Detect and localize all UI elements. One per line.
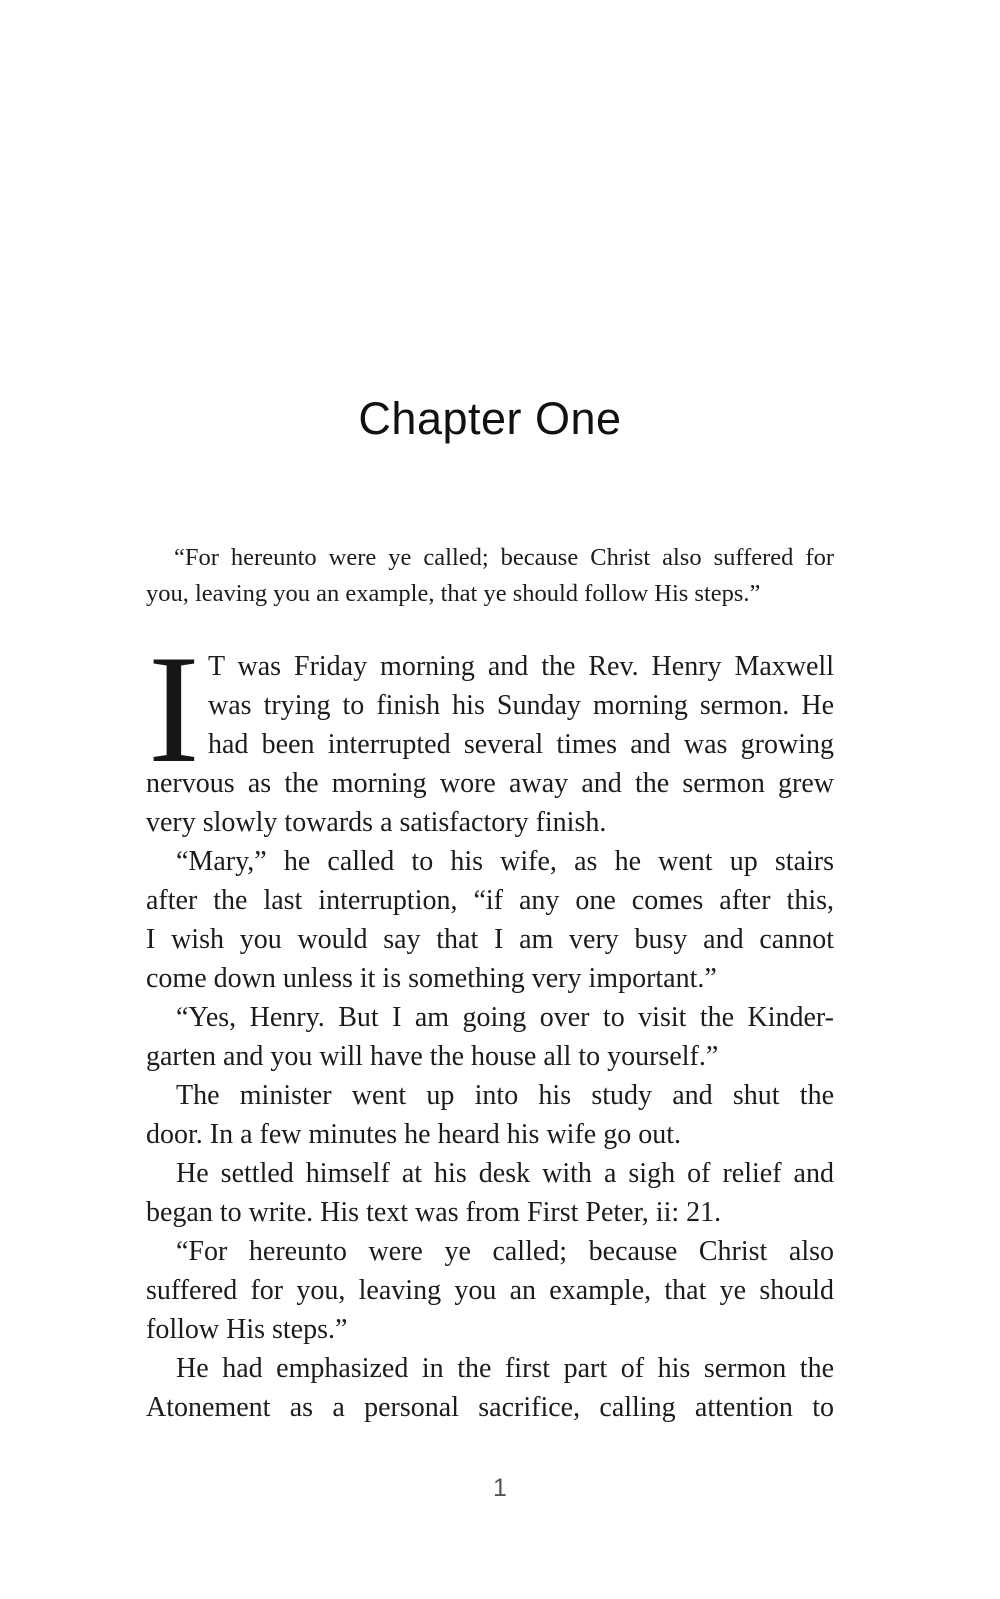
text-line: was trying to finish his Sunday morning sermon. He bbox=[208, 690, 834, 721]
text-line: come down unless it is something very important.” bbox=[146, 963, 717, 994]
paragraph bbox=[146, 998, 834, 1076]
text-line: door. In a few minutes he heard his wife go out. bbox=[146, 1119, 681, 1150]
text-line: He had emphasized in the first part of his sermon the bbox=[176, 1353, 834, 1384]
text-line: Atonement as a personal sacrifice, calling attention to bbox=[146, 1392, 834, 1423]
text-line: “Mary,” he called to his wife, as he went up stairs bbox=[176, 846, 834, 877]
paragraph bbox=[146, 1232, 834, 1349]
text-line: nervous as the morning wore away and the sermon grew bbox=[146, 768, 834, 799]
paragraph bbox=[146, 623, 834, 842]
paragraph bbox=[146, 842, 834, 998]
paragraph bbox=[146, 1349, 834, 1427]
text-line: I wish you would say that I am very busy and cannot bbox=[146, 924, 834, 955]
text-column bbox=[146, 0, 834, 1599]
chapter-title: Chapter One bbox=[358, 393, 622, 444]
paragraph bbox=[146, 1154, 834, 1232]
page-number: 1 bbox=[493, 1474, 507, 1502]
text-line: T was Friday morning and the Rev. Henry Maxwell bbox=[208, 651, 834, 682]
text-line: suffered for you, leaving you an example, that ye should bbox=[146, 1275, 834, 1306]
text-line: began to write. His text was from First Peter, ii: 21. bbox=[146, 1197, 722, 1228]
drop-cap: I bbox=[148, 623, 200, 795]
text-line: The minister went up into his study and shut the bbox=[176, 1080, 834, 1111]
text-line: “For hereunto were ye called; because Christ also bbox=[176, 1236, 834, 1267]
epigraph bbox=[146, 540, 834, 612]
paragraph bbox=[146, 1076, 834, 1154]
text-line: garten and you will have the house all to yourself.” bbox=[146, 1041, 719, 1072]
epigraph-line: you, leaving you an example, that ye should follow His steps.” bbox=[146, 580, 761, 607]
text-line: very slowly towards a satisfactory finish. bbox=[146, 807, 607, 838]
epigraph-line: “For hereunto were ye called; because Christ also suffered for bbox=[174, 544, 834, 571]
text-line: “Yes, Henry. But I am going over to visit the Kinder- bbox=[176, 1002, 834, 1033]
text-line: had been interrupted several times and was growing bbox=[208, 729, 834, 760]
text-line: after the last interruption, “if any one comes after this, bbox=[146, 885, 834, 916]
text-line: He settled himself at his desk with a sigh of relief and bbox=[176, 1158, 834, 1189]
body-text bbox=[146, 623, 834, 1427]
text-line: follow His steps.” bbox=[146, 1314, 348, 1345]
